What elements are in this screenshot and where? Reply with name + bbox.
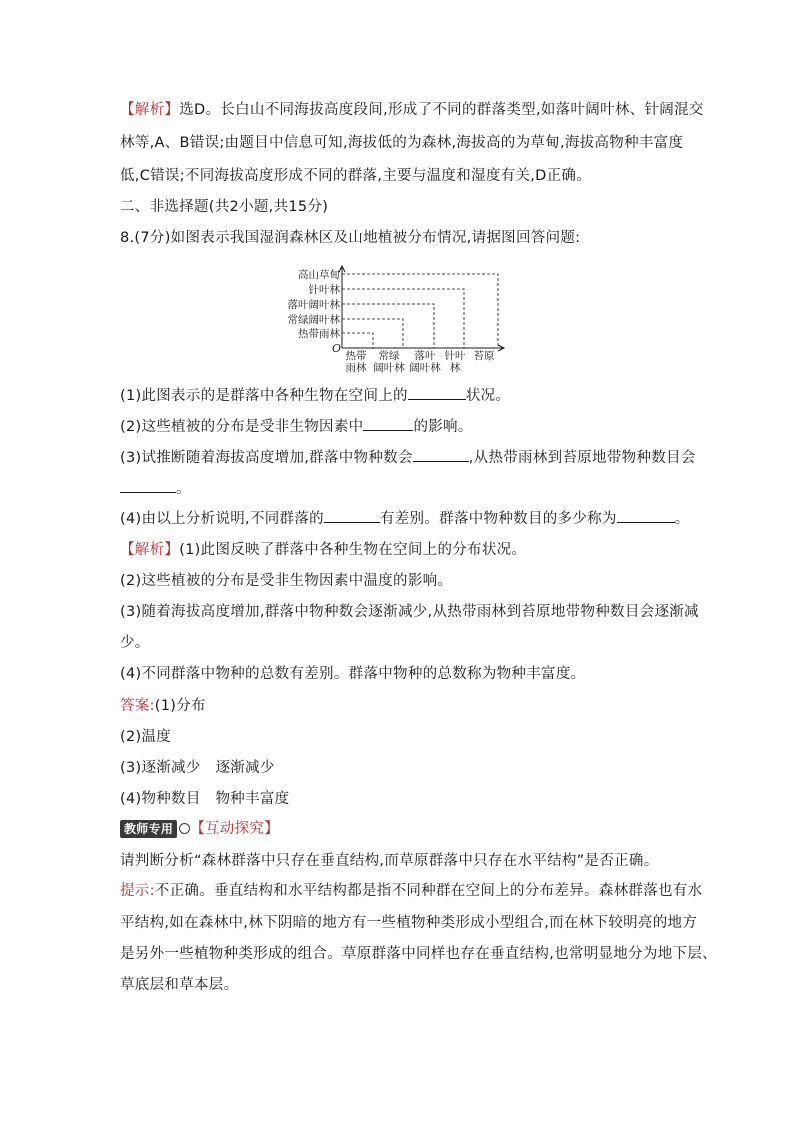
x-label-tundra-top: 苔原 [473,350,495,362]
q1-blank [408,385,466,400]
q4-pre: (4)由以上分析说明,不同群落的 [120,511,324,527]
analysis-text: 选D。长白山不同海拔高度段间,形成了不同的群落类型,如落叶阔叶林、针阔混交 [179,102,704,118]
q3-blank-2 [120,478,176,493]
analysis2-a2: (2)这些植被的分布是受非生物因素中温度的影响。 [120,573,453,589]
answer-line1 [120,696,206,716]
hint-text: 不正确。垂直结构和水平结构都是指不同种群在空间上的分布差异。森林群落也有水 [154,883,703,899]
analysis2-tag: 【解析】 [120,542,180,558]
teacher-badge: 教师专用 [120,820,177,838]
answer-a4: (4)物种数目 物种丰富度 [120,791,290,807]
question-2 [120,416,473,437]
origin-label: O [332,342,342,355]
q2-pre: (2)这些植被的分布是受非生物因素中 [120,419,364,435]
q1-pre: (1)此图表示的是群落中各种生物在空间上的 [120,388,408,404]
teacher-hint-line4: 草底层和草本层。 [120,977,239,993]
dashed-alpine-meadow [342,274,498,348]
analysis-tag: 【解析】 [120,102,180,118]
q3-pre: (3)试推断随着海拔高度增加,群落中物种数会 [120,450,413,466]
q1-post: 状况。 [465,388,511,404]
teacher-hint-line1 [120,881,702,901]
answer-a2: (2)温度 [120,729,172,745]
analysis2-a3-line2: 少。 [120,635,150,651]
y-label-conifer: 针叶林 [308,284,340,296]
answer-a3: (3)逐渐减少 逐渐减少 [120,760,275,776]
y-label-tropical: 热带雨林 [298,328,340,340]
q4-end: 。 [674,511,690,527]
x-label-evergreen-top: 常绿 [378,350,400,362]
analysis1-line3: 低,C错误;不同海拔高度形成不同的群落,主要与温度和湿度有关,D正确。 [120,168,591,184]
x-label-deciduous-bottom: 阔叶林 [409,362,441,374]
dashed-evergreen [342,319,403,348]
q4-mid: 有差别。群落中物种数目的多少称为 [379,511,617,527]
x-label-tropical-top: 热带 [345,350,367,362]
q2-blank [363,416,413,431]
q3-blank-1 [413,447,469,462]
x-label-tropical-bottom: 雨林 [345,362,367,374]
x-label-conifer-top: 针叶 [444,350,466,362]
x-label-evergreen-bottom: 阔叶林 [373,362,405,374]
teacher-question: 请判断分析“森林群落中只存在垂直结构,而草原群落中只存在水平结构”是否正确。 [120,853,659,869]
x-label-conifer-bottom: 林 [449,362,461,374]
analysis1-line1 [120,100,704,120]
q4-blank-1 [324,508,380,523]
y-label-deciduous: 落叶阔叶林 [287,299,340,311]
analysis1-line2: 林等,A、B错误;由题目中信息可知,海拔低的为森林,海拔高的为草甸,海拔高物种丰富度 [120,135,684,151]
teacher-header [120,819,279,839]
question-stem: 8.(7分)如图表示我国湿润森林区及山地植被分布情况,请据图回答问题: [120,230,581,246]
question-1 [120,385,510,406]
badge-dot-icon [179,823,190,834]
answer-a1: (1)分布 [154,698,206,714]
q2-post: 的影响。 [413,419,473,435]
q3-end: 。 [176,481,191,497]
q4-blank-2 [617,508,675,523]
question-3 [120,447,696,468]
vegetation-figure [272,262,512,374]
dashed-deciduous [342,304,434,348]
analysis2-a4: (4)不同群落中物种的总数有差别。群落中物种的总数称为物种丰富度。 [120,666,586,682]
q3-mid: ,从热带雨林到苔原地带物种数目会 [468,450,696,466]
dashed-tropical [342,333,373,348]
hint-label: 提示: [120,883,155,899]
teacher-hint-line2: 平结构,如在森林中,林下阴暗的地方有一些植物种类形成小型组合,而在林下较明亮的地方 [120,915,698,931]
x-label-deciduous-top: 落叶 [414,350,436,362]
analysis2-a1: (1)此图反映了群落中各种生物在空间上的分布状况。 [179,542,527,558]
y-label-alpine-meadow: 高山草甸 [298,269,340,281]
analysis2-a3-line1: (3)随着海拔高度增加,群落中物种数会逐渐减少,从热带雨林到苔原地带物种数目会逐渐减 [120,604,699,620]
section-title: 二、非选择题(共2小题,共15分) [120,199,329,215]
teacher-hint-line3: 是另外一些植物种类形成的组合。草原群落中同样也存在垂直结构,也常明显地分为地下层、 [120,946,717,962]
analysis2-line1 [120,540,526,560]
y-label-evergreen: 常绿阔叶林 [287,314,340,326]
question-4 [120,508,690,529]
teacher-title: 【互动探究】 [190,821,280,837]
answer-label: 答案: [120,698,155,714]
question-3-cont [120,478,191,499]
